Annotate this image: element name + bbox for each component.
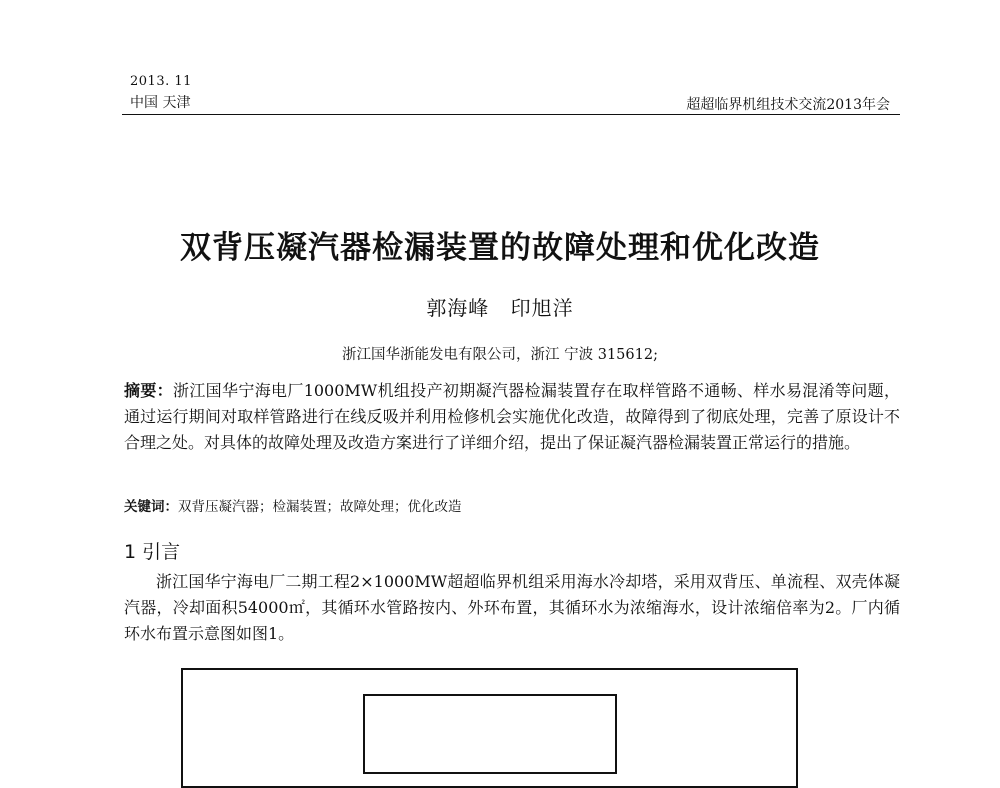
paper-affiliation: 浙江国华浙能发电有限公司，浙江 宁波 315612; — [342, 347, 658, 363]
header-date: 2013. 11 — [130, 74, 192, 89]
abstract-text: 浙江国华宁海电厂1000MW机组投产初期凝汽器检漏装置存在取样管路不通畅、样水易混淆等问题，通过运行期间对取样管路进行在线反吸并利用检修机会实施优化改造，故障得到了彻底处理，完善了原设计不合理之处。对具体的故障处理及改造方案进行了详细介绍，提出了保证凝汽器检漏装置正常运行的措施。 — [124, 381, 900, 452]
keywords-block — [124, 496, 900, 518]
abstract-block — [124, 378, 900, 456]
abstract-label: 摘要： — [124, 381, 174, 400]
section-body-text: 浙江国华宁海电厂二期工程2×1000MW超超临界机组采用海水冷却塔，采用双背压、单流程、双壳体凝汽器，冷却面积54000㎡，其循环水管路按内、外环布置，其循环水为浓缩海水，设计浓缩倍率为2。厂内循环水布置示意图如图1。 — [124, 572, 900, 643]
paper-authors: 郭海峰 印旭洋 — [426, 296, 574, 320]
keywords-label: 关键词： — [124, 499, 178, 515]
section-heading-introduction: 1 引言 — [124, 541, 181, 563]
figure-1-inner-frame — [363, 694, 617, 774]
paper-title: 双背压凝汽器检漏装置的故障处理和优化改造 — [180, 230, 820, 266]
header-conference-name: 超超临界机组技术交流2013年会 — [686, 97, 890, 113]
keywords-text: 双背压凝汽器；检漏装置；故障处理；优化改造 — [178, 499, 462, 515]
header-location: 中国 天津 — [130, 95, 191, 111]
header-divider — [122, 114, 900, 115]
